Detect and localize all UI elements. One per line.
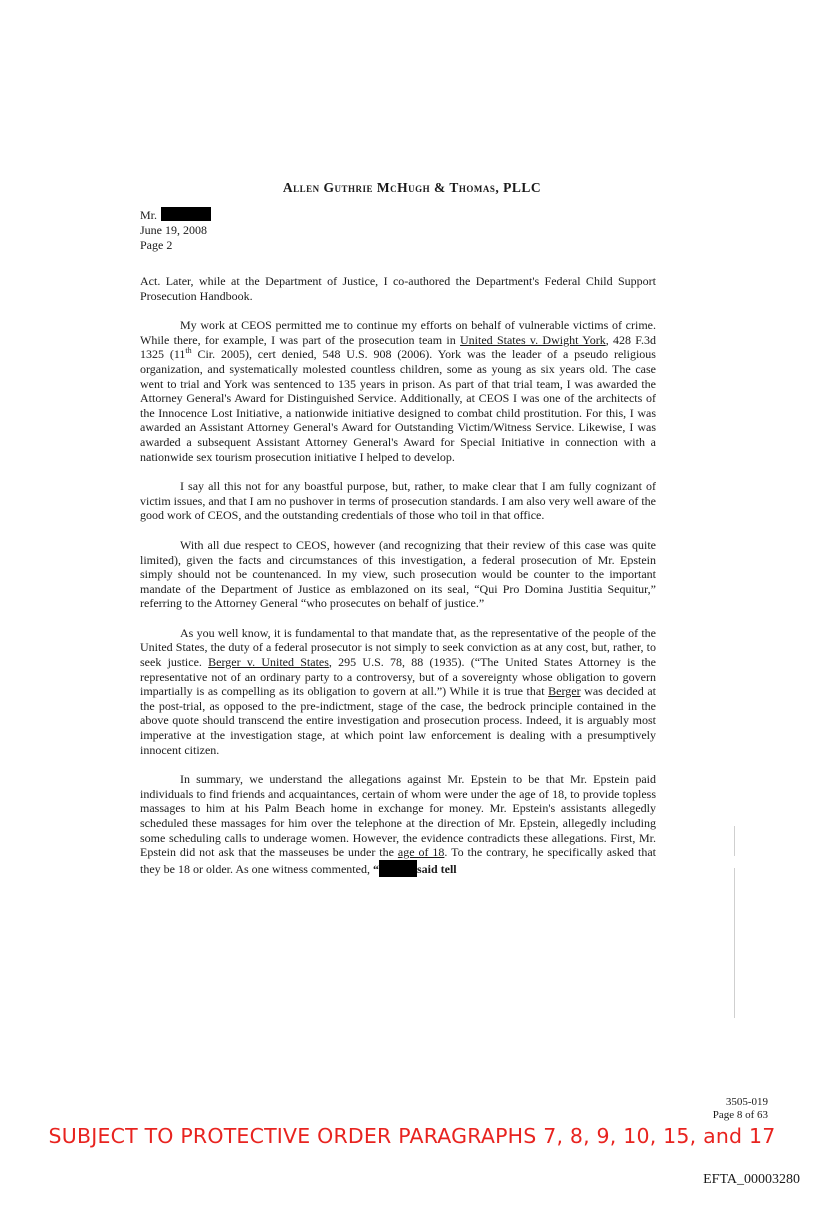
firm-name: Allen Guthrie McHugh & Thomas, PLLC	[282, 180, 542, 195]
letter-body	[140, 274, 656, 892]
paragraph-2	[140, 318, 656, 464]
paragraph-2-text-a: My work at CEOS permitted me to continue my efforts on behalf of vulnerable victims of crime. While there, for example, I was part of the prosecution team in	[140, 318, 656, 347]
exhibit-stamp	[713, 1096, 768, 1122]
salutation: Mr.	[140, 208, 158, 222]
paragraph-3: I say all this not for any boastful purpose, but, rather, to make clear that I am fully cognizant of victim issues, and that I am no pushover in terms of prosecution standards. I am also very well aware of the good work of CEOS, and the outstanding credentials of those who toil in that office.	[140, 479, 656, 523]
exhibit-number: 3505-019	[725, 1096, 768, 1108]
margin-mark	[734, 826, 735, 856]
paragraph-5-text-b: , 295 U.S. 78, 88 (1935). (“The United States Attorney is the representative not of an ordinary party to a controversy, but of a sovereignty whose obligation to govern impartially is as compelling as its obligation to govern at all.”) While it is true that	[140, 655, 656, 699]
case-citation-york: United States v. Dwight York	[460, 332, 606, 347]
efta-identifier: EFTA_00003280	[703, 1172, 800, 1187]
address-block	[140, 207, 211, 253]
superscript-th: th	[185, 346, 192, 356]
redaction-box	[161, 207, 211, 221]
quote-continued: said tell	[416, 861, 457, 876]
paragraph-6-text-b: . To the contrary, he specifically asked that they be 18 or older. As one witness commented,	[140, 845, 656, 876]
page-number: Page 2	[140, 238, 173, 252]
exhibit-page: Page 8 of 63	[712, 1109, 768, 1121]
paragraph-6-text-a: In summary, we understand the allegations against Mr. Epstein to be that Mr. Epstein paid individuals to find friends and acquaintances, certain of whom were under the age of 18, to provide topless massages to him at his Palm Beach home in exchange for money. Mr. Epstein's assistants allegedly scheduled these massages for him over the telephone at the direction of Mr. Epstein, allegedly including some scheduling calls to underage women. However, the evidence contradicts these allegations. First, Mr. Epstein did not ask that the masseuses be under the	[140, 772, 656, 860]
quote-open: “	[372, 861, 379, 876]
paragraph-6	[140, 772, 656, 877]
case-citation-berger: Berger v. United States	[208, 655, 329, 670]
paragraph-5-text-a: As you well know, it is fundamental to that mandate that, as the representative of the people of the United States, the duty of a federal prosecutor is not simply to seek conviction as at any cost, but, rather, to seek justice.	[140, 625, 656, 670]
paragraph-4: With all due respect to CEOS, however (and recognizing that their review of this case was quite limited), given the facts and circumstances of this investigation, a federal prosecution of Mr. Epstein simply should not be countenanced. In my view, such prosecution would be counter to the important mandate of the Department of Justice as emblazoned on its seal, “Qui Pro Domina Justitia Sequitur,” referring to the Attorney General “who prosecutes on behalf of justice.”	[140, 537, 656, 611]
paragraph-5-text-c: was decided at the post-trial, as opposed to the pre-indictment, stage of the case, the bedrock principle contained in the above quote should transcend the entire investigation and prosecution process. Indeed, it is arguably most imperative at the investigation stage, at which point law enforcement is dealing with a presumptively innocent citizen.	[140, 684, 656, 757]
paragraph-2-text-b: , 428 F.3d 1325 (11	[140, 332, 657, 362]
paragraph-5	[140, 626, 656, 757]
paragraph-1: Act. Later, while at the Department of Justice, I co-authored the Department's Federal Child Support Prosecution Handbook.	[140, 274, 656, 303]
age-of-18-underlined: age of 18	[397, 845, 445, 860]
margin-mark	[734, 868, 735, 1018]
recipient-line	[140, 207, 211, 223]
paragraph-2-text-c: Cir. 2005), cert denied, 548 U.S. 908 (2006). York was the leader of a pseudo religious organization, and systematically molested countless children, some as young as six years old. The case went to trial and York was sentenced to 135 years in prison. As part of that trial team, I was awarded the Attorney General's Award for Distinguished Service. Additionally, at CEOS I was one of the architects of the Innocence Lost Initiative, a nationwide initiative designed to combat child prostitution. For this, I was awarded an Assistant Attorney General's Award for Outstanding Victim/Witness Service. Likewise, I was awarded a subsequent Assistant Attorney General's Award for Special Initiative in connection with a nationwide sex tourism prosecution initiative I helped to develop.	[140, 347, 656, 464]
protective-order-banner: SUBJECT TO PROTECTIVE ORDER PARAGRAPHS 7, 8, 9, 10, 15, and 17	[48, 1124, 776, 1148]
case-citation-berger-short: Berger	[548, 684, 581, 699]
letter-date: June 19, 2008	[140, 223, 207, 237]
letterhead-firm-name	[0, 180, 824, 196]
redaction-box	[379, 860, 417, 877]
